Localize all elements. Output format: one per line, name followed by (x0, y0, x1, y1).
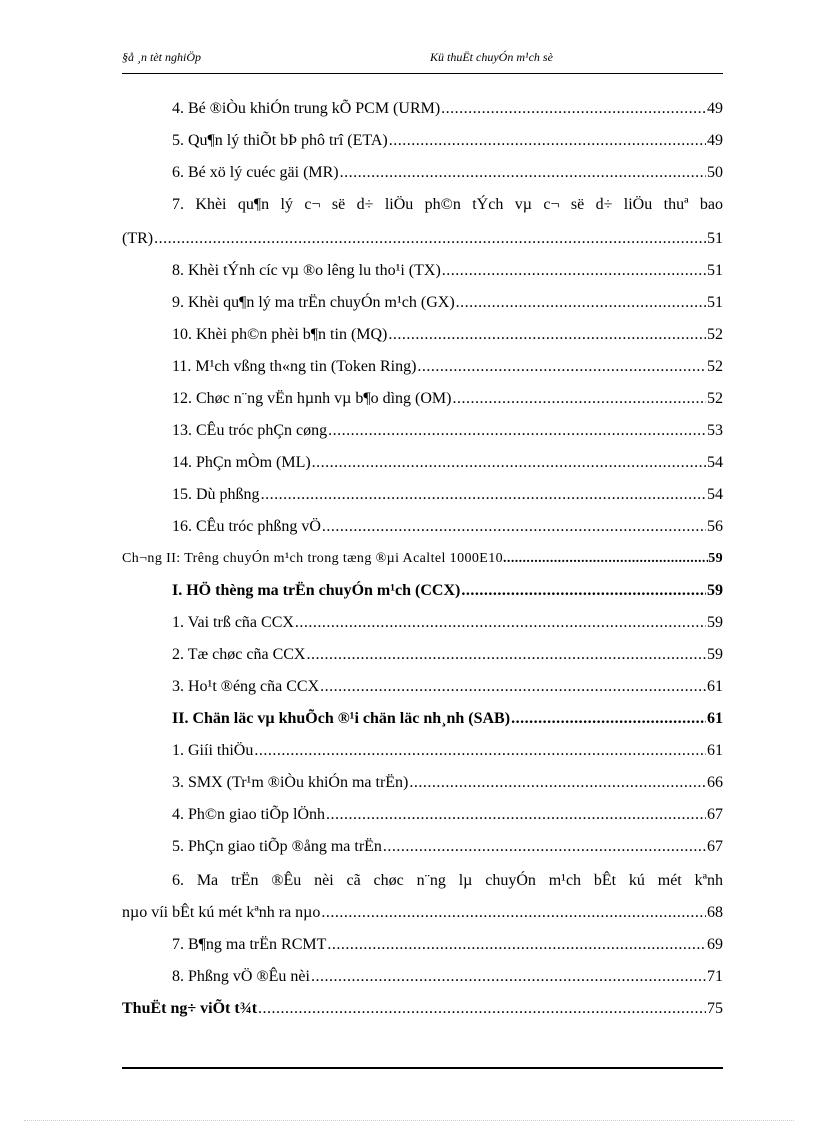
header-left-title: §å ¸n tèt nghiÖp (122, 50, 201, 64)
toc-entry (122, 998, 723, 1020)
toc-entry-title: 15. Dù phßng (172, 486, 260, 503)
toc-entry-page: 52 (707, 326, 723, 343)
toc-entry (172, 644, 723, 666)
toc-entry (172, 260, 723, 282)
toc-entry-page: 52 (707, 358, 723, 375)
toc-leader (254, 740, 706, 762)
toc-entry (172, 516, 723, 538)
toc-entry (172, 612, 723, 634)
toc-leader (503, 548, 708, 570)
toc-entry-title: 4. Bé ®iÒu khiÓn trung kÕ PCM (URM) (172, 100, 441, 117)
toc-leader (389, 130, 706, 152)
toc-entry-page: 67 (707, 838, 723, 855)
toc-leader (511, 708, 706, 730)
toc-entry-page: 59 (707, 614, 723, 631)
toc-entry-title: 4. Ph©n giao tiÕp lÖnh (172, 806, 326, 823)
toc-entry-title: 7. B¶ng ma trËn RCMT (172, 936, 327, 953)
toc-leader (258, 998, 706, 1020)
toc-entry (172, 676, 723, 698)
toc-leader (442, 260, 706, 282)
toc-entry-title: Ch¬ng II: Trêng chuyÓn m¹ch trong tæng ®µi Acaltel 1000E10 (122, 551, 504, 566)
toc-entry (172, 356, 723, 378)
toc-entry-title: 1. Vai trß cña CCX (172, 614, 294, 631)
toc-entry-page: 51 (707, 294, 723, 311)
toc-entry-page: 54 (707, 486, 723, 503)
toc-leader (383, 836, 706, 858)
toc-leader (261, 484, 706, 506)
toc-entry (172, 98, 723, 120)
toc-section-entry (172, 708, 723, 730)
toc-entry-page: 50 (707, 164, 723, 181)
toc-entry-title: 10. Khèi ph©n phèi b¶n tin (MQ) (172, 326, 388, 343)
toc-leader (327, 934, 706, 956)
toc-leader (441, 98, 706, 120)
toc-entry-page: 49 (707, 132, 723, 149)
toc-entry-title: I. HÖ thèng ma trËn chuyÓn m¹ch (CCX) (172, 582, 461, 599)
footer-divider (122, 1067, 723, 1069)
toc-leader (456, 292, 706, 314)
toc-entry-title: 1. Giíi thiÖu (172, 742, 254, 759)
toc-leader (154, 228, 706, 250)
page-bottom-dotted-border (24, 1120, 794, 1121)
toc-entry-page: 71 (707, 968, 723, 985)
toc-entry-title: ThuËt ng÷ viÕt t¾t (122, 1000, 258, 1017)
toc-entry-page: 51 (707, 262, 723, 279)
toc-entry (172, 324, 723, 346)
toc-entry (172, 836, 723, 858)
toc-leader (409, 772, 706, 794)
header-divider (122, 73, 723, 74)
toc-entry (172, 740, 723, 762)
toc-leader (388, 324, 706, 346)
toc-entry-title: 6. Bé xö lý cuéc gäi (MR) (172, 164, 339, 181)
toc-entry-page: 59 (707, 582, 723, 599)
toc-leader (295, 612, 706, 634)
toc-entry-title: 11. M¹ch vßng th«ng tin (Token Ring) (172, 358, 417, 375)
toc-entry-page: 66 (707, 774, 723, 791)
toc-entry (172, 388, 723, 410)
toc-entry-first-line: 7. Khèi qu¶n lý c¬ së d÷ liÖu ph©n tÝch vµ c¬ së d÷ liÖu thuª bao (172, 196, 723, 213)
toc-entry-title: 13. CÊu tróc phÇn cøng (172, 422, 328, 439)
toc-entry-page: 59 (708, 551, 723, 566)
toc-chapter-entry (122, 548, 723, 570)
toc-entry-page: 61 (707, 710, 723, 727)
toc-entry-page: 53 (707, 422, 723, 439)
toc-entry-title: 8. Phßng vÖ ®Êu nèi (172, 968, 310, 985)
header-right-title: Kü thuËt chuyÓn m¹ch sè (430, 50, 553, 64)
toc-entry-page: 61 (707, 678, 723, 695)
toc-entry-page: 61 (707, 742, 723, 759)
toc-entry (172, 130, 723, 152)
toc-leader (461, 580, 706, 602)
toc-leader (322, 516, 706, 538)
toc-leader (452, 388, 706, 410)
toc-leader (328, 420, 706, 442)
toc-entry-page: 49 (707, 100, 723, 117)
toc-entry-page: 51 (707, 230, 723, 247)
toc-entry (172, 420, 723, 442)
toc-entry-title: II. Chän läc vµ khuÕch ®¹i chän läc nh¸nh (SAB) (172, 710, 511, 727)
toc-entry-title: 5. Qu¶n lý thiÕt bÞ phô trî (ETA) (172, 132, 388, 149)
toc-leader (306, 644, 706, 666)
toc-entry-page: 59 (707, 646, 723, 663)
toc-entry-title: 14. PhÇn mÒm (ML) (172, 454, 311, 471)
toc-leader (417, 356, 706, 378)
toc-entry (172, 804, 723, 826)
toc-entry (172, 292, 723, 314)
toc-entry-title: nµo víi bÊt kú mét kªnh ra nµo (122, 904, 321, 921)
toc-entry (122, 902, 723, 924)
page-header (122, 48, 722, 68)
toc-entry (172, 966, 723, 988)
toc-entry (172, 484, 723, 506)
toc-entry-page: 56 (707, 518, 723, 535)
toc-entry-title: 9. Khèi qu¶n lý ma trËn chuyÓn m¹ch (GX) (172, 294, 455, 311)
toc-leader (320, 676, 706, 698)
toc-entry-title: 8. Khèi tÝnh cíc vµ ®o lêng lu tho¹i (TX) (172, 262, 441, 279)
toc-entry-page: 52 (707, 390, 723, 407)
toc-entry (172, 772, 723, 794)
toc-entry-page: 67 (707, 806, 723, 823)
toc-entry-page: 75 (707, 1000, 723, 1017)
toc-entry-page: 68 (707, 904, 723, 921)
toc-entry-title: 5. PhÇn giao tiÕp ®ång ma trËn (172, 838, 382, 855)
toc-entry (122, 228, 723, 250)
toc-entry-first-line: 6. Ma trËn ®Êu nèi cã chøc n¨ng lµ chuyÓn m¹ch bÊt kú mét kªnh (172, 872, 723, 889)
toc-leader (326, 804, 706, 826)
toc-leader (321, 902, 706, 924)
toc-entry-title: 12. Chøc n¨ng vËn hµnh vµ b¶o dìng (OM) (172, 390, 452, 407)
toc-entry-title: 3. SMX (Tr¹m ®iÒu khiÓn ma trËn) (172, 774, 409, 791)
toc-entry (172, 452, 723, 474)
toc-section-entry (172, 580, 723, 602)
toc-entry-title: 2. Tæ chøc cña CCX (172, 646, 306, 663)
toc-entry-title: 3. Ho¹t ®éng cña CCX (172, 678, 320, 695)
toc-entry-page: 54 (707, 454, 723, 471)
toc-leader (311, 966, 706, 988)
toc-entry (172, 162, 723, 184)
toc-entry-title: 16. CÊu tróc phßng vÖ (172, 518, 321, 535)
toc-entry (172, 934, 723, 956)
toc-leader (340, 162, 706, 184)
toc-leader (312, 452, 706, 474)
toc-entry-page: 69 (707, 936, 723, 953)
toc-entry-title: (TR) (122, 230, 154, 247)
